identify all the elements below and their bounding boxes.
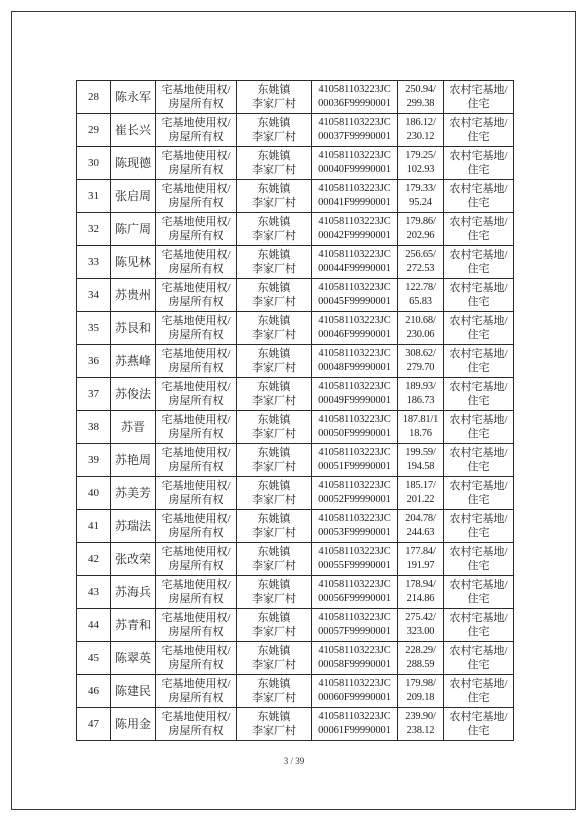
table-row (77, 81, 514, 114)
usage: 农村宅基地/ 住宅 (444, 477, 514, 510)
owner-name: 张启周 (111, 180, 156, 213)
table-row (77, 543, 514, 576)
area: 178.94/ 214.86 (398, 576, 444, 609)
area: 210.68/ 230.06 (398, 312, 444, 345)
owner-name: 陈现德 (111, 147, 156, 180)
table-row (77, 345, 514, 378)
rights-type: 宅基地使用权/ 房屋所有权 (156, 81, 237, 114)
row-number: 38 (77, 411, 111, 444)
table-row (77, 279, 514, 312)
owner-name: 陈见林 (111, 246, 156, 279)
location: 东姚镇 李家厂村 (237, 477, 312, 510)
table-row (77, 444, 514, 477)
unit-number: 410581103223JC 00056F99990001 (312, 576, 398, 609)
location: 东姚镇 李家厂村 (237, 708, 312, 741)
rights-type: 宅基地使用权/ 房屋所有权 (156, 213, 237, 246)
location: 东姚镇 李家厂村 (237, 312, 312, 345)
usage: 农村宅基地/ 住宅 (444, 147, 514, 180)
row-number: 34 (77, 279, 111, 312)
owner-name: 苏贵州 (111, 279, 156, 312)
owner-name: 苏青和 (111, 609, 156, 642)
area: 187.81/1 18.76 (398, 411, 444, 444)
owner-name: 苏俊法 (111, 378, 156, 411)
usage: 农村宅基地/ 住宅 (444, 81, 514, 114)
usage: 农村宅基地/ 住宅 (444, 213, 514, 246)
table-row (77, 510, 514, 543)
rights-type: 宅基地使用权/ 房屋所有权 (156, 312, 237, 345)
rights-type: 宅基地使用权/ 房屋所有权 (156, 576, 237, 609)
rights-type: 宅基地使用权/ 房屋所有权 (156, 675, 237, 708)
owner-name: 陈建民 (111, 675, 156, 708)
owner-name: 张改荣 (111, 543, 156, 576)
rights-type: 宅基地使用权/ 房屋所有权 (156, 147, 237, 180)
owner-name: 陈永军 (111, 81, 156, 114)
location: 东姚镇 李家厂村 (237, 213, 312, 246)
unit-number: 410581103223JC 00055F99990001 (312, 543, 398, 576)
table-row (77, 609, 514, 642)
location: 东姚镇 李家厂村 (237, 180, 312, 213)
unit-number: 410581103223JC 00053F99990001 (312, 510, 398, 543)
unit-number: 410581103223JC 00040F99990001 (312, 147, 398, 180)
table-row (77, 675, 514, 708)
location: 东姚镇 李家厂村 (237, 543, 312, 576)
row-number: 33 (77, 246, 111, 279)
unit-number: 410581103223JC 00046F99990001 (312, 312, 398, 345)
location: 东姚镇 李家厂村 (237, 279, 312, 312)
row-number: 31 (77, 180, 111, 213)
unit-number: 410581103223JC 00045F99990001 (312, 279, 398, 312)
owner-name: 苏海兵 (111, 576, 156, 609)
usage: 农村宅基地/ 住宅 (444, 114, 514, 147)
area: 179.25/ 102.93 (398, 147, 444, 180)
location: 东姚镇 李家厂村 (237, 576, 312, 609)
rights-type: 宅基地使用权/ 房屋所有权 (156, 345, 237, 378)
unit-number: 410581103223JC 00058F99990001 (312, 642, 398, 675)
area: 122.78/ 65.83 (398, 279, 444, 312)
unit-number: 410581103223JC 00052F99990001 (312, 477, 398, 510)
usage: 农村宅基地/ 住宅 (444, 576, 514, 609)
usage: 农村宅基地/ 住宅 (444, 411, 514, 444)
row-number: 29 (77, 114, 111, 147)
usage: 农村宅基地/ 住宅 (444, 543, 514, 576)
usage: 农村宅基地/ 住宅 (444, 708, 514, 741)
location: 东姚镇 李家厂村 (237, 444, 312, 477)
row-number: 37 (77, 378, 111, 411)
table-row (77, 477, 514, 510)
area: 204.78/ 244.63 (398, 510, 444, 543)
table-row (77, 246, 514, 279)
owner-name: 苏晋 (111, 411, 156, 444)
area: 185.17/ 201.22 (398, 477, 444, 510)
rights-type: 宅基地使用权/ 房屋所有权 (156, 708, 237, 741)
unit-number: 410581103223JC 00061F99990001 (312, 708, 398, 741)
row-number: 46 (77, 675, 111, 708)
area: 177.84/ 191.97 (398, 543, 444, 576)
owner-name: 苏艮和 (111, 312, 156, 345)
area: 250.94/ 299.38 (398, 81, 444, 114)
rights-type: 宅基地使用权/ 房屋所有权 (156, 477, 237, 510)
usage: 农村宅基地/ 住宅 (444, 609, 514, 642)
row-number: 40 (77, 477, 111, 510)
owner-name: 苏美芳 (111, 477, 156, 510)
rights-type: 宅基地使用权/ 房屋所有权 (156, 510, 237, 543)
row-number: 32 (77, 213, 111, 246)
unit-number: 410581103223JC 00049F99990001 (312, 378, 398, 411)
owner-name: 苏燕峰 (111, 345, 156, 378)
owner-name: 苏瑞法 (111, 510, 156, 543)
location: 东姚镇 李家厂村 (237, 609, 312, 642)
table-row (77, 147, 514, 180)
row-number: 47 (77, 708, 111, 741)
usage: 农村宅基地/ 住宅 (444, 180, 514, 213)
unit-number: 410581103223JC 00042F99990001 (312, 213, 398, 246)
rights-type: 宅基地使用权/ 房屋所有权 (156, 411, 237, 444)
unit-number: 410581103223JC 00044F99990001 (312, 246, 398, 279)
usage: 农村宅基地/ 住宅 (444, 444, 514, 477)
unit-number: 410581103223JC 00037F99990001 (312, 114, 398, 147)
rights-type: 宅基地使用权/ 房屋所有权 (156, 378, 237, 411)
area: 179.98/ 209.18 (398, 675, 444, 708)
row-number: 39 (77, 444, 111, 477)
unit-number: 410581103223JC 00060F99990001 (312, 675, 398, 708)
location: 东姚镇 李家厂村 (237, 642, 312, 675)
table-row (77, 180, 514, 213)
rights-type: 宅基地使用权/ 房屋所有权 (156, 609, 237, 642)
area: 275.42/ 323.00 (398, 609, 444, 642)
unit-number: 410581103223JC 00048F99990001 (312, 345, 398, 378)
usage: 农村宅基地/ 住宅 (444, 378, 514, 411)
row-number: 43 (77, 576, 111, 609)
table-row (77, 411, 514, 444)
unit-number: 410581103223JC 00051F99990001 (312, 444, 398, 477)
page-number: 3 / 39 (283, 756, 305, 766)
row-number: 41 (77, 510, 111, 543)
rights-type: 宅基地使用权/ 房屋所有权 (156, 543, 237, 576)
row-number: 35 (77, 312, 111, 345)
owner-name: 苏艳周 (111, 444, 156, 477)
usage: 农村宅基地/ 住宅 (444, 642, 514, 675)
row-number: 30 (77, 147, 111, 180)
area: 189.93/ 186.73 (398, 378, 444, 411)
area: 186.12/ 230.12 (398, 114, 444, 147)
row-number: 44 (77, 609, 111, 642)
land-rights-table (76, 80, 514, 741)
row-number: 28 (77, 81, 111, 114)
area: 308.62/ 279.70 (398, 345, 444, 378)
owner-name: 陈广周 (111, 213, 156, 246)
rights-type: 宅基地使用权/ 房屋所有权 (156, 642, 237, 675)
unit-number: 410581103223JC 00050F99990001 (312, 411, 398, 444)
table-row (77, 213, 514, 246)
area: 179.86/ 202.96 (398, 213, 444, 246)
location: 东姚镇 李家厂村 (237, 147, 312, 180)
area: 228.29/ 288.59 (398, 642, 444, 675)
location: 东姚镇 李家厂村 (237, 675, 312, 708)
location: 东姚镇 李家厂村 (237, 81, 312, 114)
row-number: 36 (77, 345, 111, 378)
rights-type: 宅基地使用权/ 房屋所有权 (156, 444, 237, 477)
owner-name: 陈翠英 (111, 642, 156, 675)
rights-type: 宅基地使用权/ 房屋所有权 (156, 246, 237, 279)
table-row (77, 708, 514, 741)
table-row (77, 642, 514, 675)
owner-name: 崔长兴 (111, 114, 156, 147)
area: 179.33/ 95.24 (398, 180, 444, 213)
usage: 农村宅基地/ 住宅 (444, 246, 514, 279)
location: 东姚镇 李家厂村 (237, 345, 312, 378)
owner-name: 陈用金 (111, 708, 156, 741)
table-row (77, 576, 514, 609)
usage: 农村宅基地/ 住宅 (444, 675, 514, 708)
table-row (77, 312, 514, 345)
area: 239.90/ 238.12 (398, 708, 444, 741)
area: 199.59/ 194.58 (398, 444, 444, 477)
rights-type: 宅基地使用权/ 房屋所有权 (156, 180, 237, 213)
unit-number: 410581103223JC 00041F99990001 (312, 180, 398, 213)
location: 东姚镇 李家厂村 (237, 510, 312, 543)
row-number: 45 (77, 642, 111, 675)
location: 东姚镇 李家厂村 (237, 378, 312, 411)
location: 东姚镇 李家厂村 (237, 114, 312, 147)
usage: 农村宅基地/ 住宅 (444, 345, 514, 378)
table-row (77, 378, 514, 411)
location: 东姚镇 李家厂村 (237, 246, 312, 279)
rights-type: 宅基地使用权/ 房屋所有权 (156, 114, 237, 147)
rights-type: 宅基地使用权/ 房屋所有权 (156, 279, 237, 312)
unit-number: 410581103223JC 00057F99990001 (312, 609, 398, 642)
usage: 农村宅基地/ 住宅 (444, 279, 514, 312)
location: 东姚镇 李家厂村 (237, 411, 312, 444)
usage: 农村宅基地/ 住宅 (444, 510, 514, 543)
row-number: 42 (77, 543, 111, 576)
unit-number: 410581103223JC 00036F99990001 (312, 81, 398, 114)
usage: 农村宅基地/ 住宅 (444, 312, 514, 345)
area: 256.65/ 272.53 (398, 246, 444, 279)
table-row (77, 114, 514, 147)
